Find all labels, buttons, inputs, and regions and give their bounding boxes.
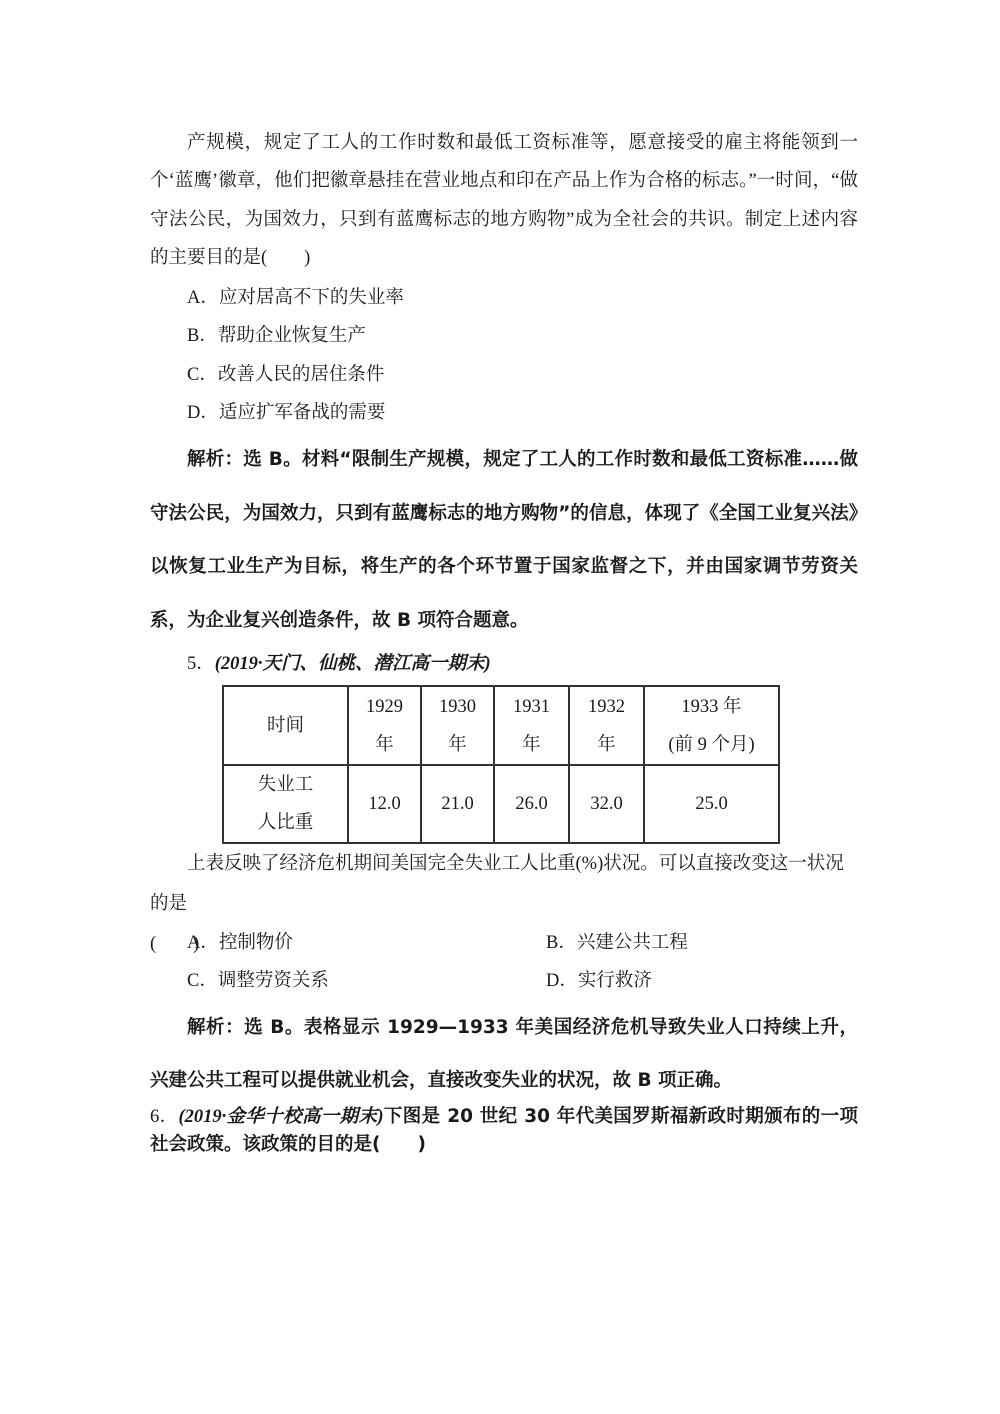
question5-options-row2 [187, 962, 895, 1000]
table-value-1932: 32.0 [569, 765, 644, 843]
question5-stem-line1: 上表反映了经济危机期间美国完全失业工人比重(%)状况。可以直接改变这一状况的是 [150, 854, 844, 914]
table-col-1930: 1930 年 [421, 686, 494, 765]
question5-analysis-label: 解析： [187, 1017, 245, 1038]
question5-number: 5． [187, 654, 215, 674]
question4-option-c: C．改善人民的居住条件 [187, 364, 385, 385]
question4-option-d: D．适应扩军备战的需要 [187, 403, 386, 424]
unemployment-table-wrap [222, 685, 780, 844]
question5-options [150, 924, 895, 1000]
question4-options [150, 279, 895, 433]
question6-number: 6． [150, 1107, 179, 1127]
table-col-1931: 1931 年 [494, 686, 569, 765]
question5-analysis-text: 选 B。表格显示 1929—1933 年美国经济危机导致失业人口持续上升，兴建公共工程可以提供就业机会，直接改变失业的状况，故 B 项正确。 [150, 1017, 858, 1091]
question4-analysis [150, 433, 858, 647]
question6-stem: 下图是 20 世纪 30 年代美国罗斯福新政时期颁布的一项社会政策。该政策的目的是( ) [150, 1106, 858, 1155]
table-value-1931: 26.0 [494, 765, 569, 843]
question5-option-c: C．调整劳资关系 [187, 971, 329, 991]
table-data-row [223, 765, 779, 843]
question5-options-row1 [187, 924, 895, 962]
question4-analysis-label: 解析： [187, 449, 244, 470]
question5-citation: (2019·天门、仙桃、潜江高一期末) [214, 654, 491, 674]
table-value-1930: 21.0 [421, 765, 494, 843]
table-row-label: 失业工 人比重 [223, 765, 348, 843]
question6-citation: (2019·金华十校高一期末) [178, 1107, 384, 1127]
table-col-time: 时间 [223, 686, 348, 765]
unemployment-table [222, 685, 780, 844]
table-col-1929: 1929 年 [348, 686, 421, 765]
question5-option-b: B．兴建公共工程 [546, 933, 688, 953]
question4-stem-paragraph: 产规模，规定了工人的工作时数和最低工资标准等，愿意接受的雇主将能领到一个‘蓝鹰’徽章，他们把徽章悬挂在营业地点和印在产品上作为合格的标志。”一时间，“做守法公民，为国效力，只到有蓝鹰标志的地方购物”成为全社会的共识。制定上述内容的主要目的是( ) [150, 133, 858, 269]
question5-analysis [150, 1001, 858, 1107]
table-value-1929: 12.0 [348, 765, 421, 843]
question5-option-a: A．控制物价 [187, 933, 293, 953]
question5-heading [150, 645, 858, 683]
table-header-row [223, 686, 779, 765]
question4-option-b: B．帮助企业恢复生产 [187, 326, 366, 347]
table-value-1933: 25.0 [644, 765, 779, 843]
question6-heading [150, 1103, 858, 1159]
question5-option-d: D．实行救济 [546, 971, 652, 991]
question4-option-a: A．应对居高不下的失业率 [187, 288, 404, 308]
table-col-1932: 1932 年 [569, 686, 644, 765]
table-col-1933: 1933 年 (前 9 个月) [644, 686, 779, 765]
question5-stem-line2: ( ) [150, 934, 200, 954]
question4-analysis-text: 选 B。材料“限制生产规模，规定了工人的工作时数和最低工资标准……做守法公民，为国效力，只到有蓝鹰标志的地方购物”的信息，体现了《全国工业复兴法》以恢复工业生产为目标，将生产的各个环节置于国家监督之下，并由国家调节劳资关系，为企业复兴创造条件，故 B 项符合题意。 [150, 449, 858, 631]
